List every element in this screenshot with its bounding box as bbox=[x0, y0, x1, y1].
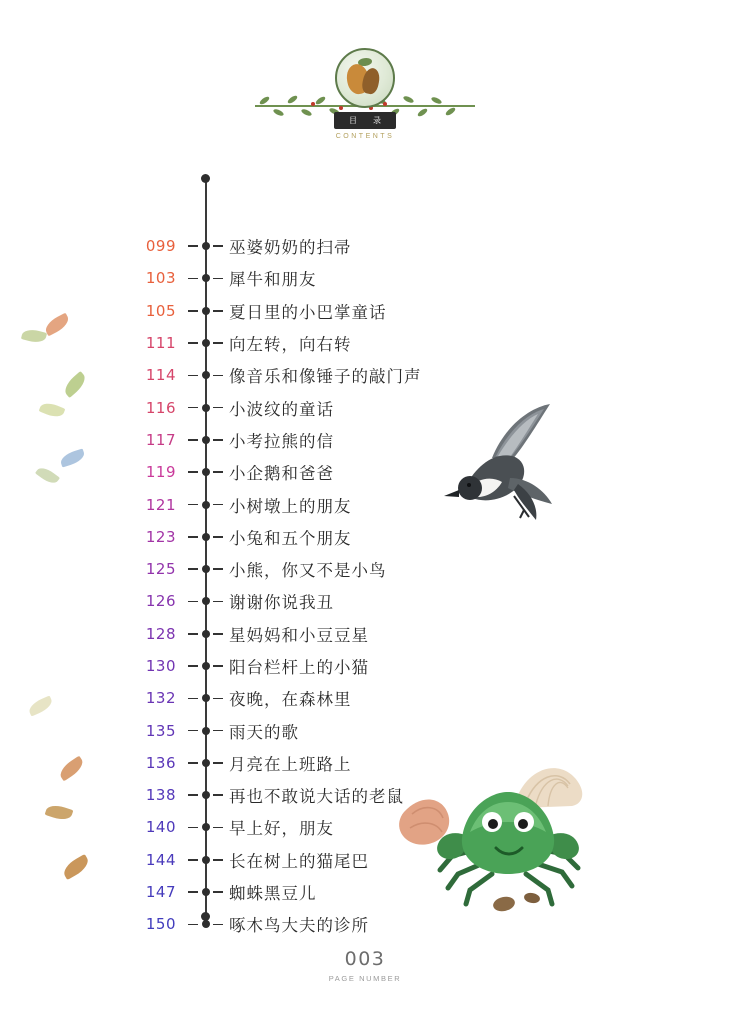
toc-entry-bullet bbox=[202, 759, 210, 767]
toc-entry-page-number: 135 bbox=[145, 721, 176, 740]
toc-entry[interactable] bbox=[0, 295, 730, 327]
toc-entry-title: 巫婆奶奶的扫帚 bbox=[229, 239, 352, 258]
toc-entry[interactable] bbox=[0, 488, 730, 520]
contents-badge-title: 目 录 bbox=[334, 112, 396, 129]
toc-entry-bullet bbox=[202, 856, 210, 864]
toc-entry-left-tick bbox=[188, 665, 198, 667]
toc-entry-title: 月亮在上班路上 bbox=[229, 755, 352, 774]
toc-entry[interactable] bbox=[0, 650, 730, 682]
contents-header bbox=[0, 48, 730, 158]
toc-entry-title: 早上好，朋友 bbox=[229, 820, 334, 839]
toc-entry-title: 犀牛和朋友 bbox=[229, 271, 317, 290]
toc-entry-bullet bbox=[202, 468, 210, 476]
toc-entry-title: 小熊，你又不是小鸟 bbox=[229, 562, 387, 581]
toc-entry-right-dash bbox=[213, 536, 223, 538]
toc-entry-right-dash bbox=[213, 827, 223, 829]
toc-entry-right-dash bbox=[213, 375, 223, 377]
toc-entry-page-number: 114 bbox=[145, 366, 176, 385]
toc-entry-title: 小企鹅和爸爸 bbox=[229, 465, 334, 484]
toc-entry-title: 蜘蛛黑豆儿 bbox=[229, 885, 317, 904]
footer-page-label: PAGE NUMBER bbox=[328, 974, 402, 983]
toc-entry-left-tick bbox=[188, 439, 198, 441]
toc-entry-bullet bbox=[202, 694, 210, 702]
toc-entry-bullet bbox=[202, 920, 210, 928]
toc-entry-bullet bbox=[202, 436, 210, 444]
toc-entry[interactable] bbox=[0, 876, 730, 908]
toc-entry-bullet bbox=[202, 791, 210, 799]
toc-entry-title: 夏日里的小巴掌童话 bbox=[229, 303, 387, 322]
toc-entry-page-number: 136 bbox=[145, 753, 176, 772]
toc-entry-right-dash bbox=[213, 439, 223, 441]
toc-entry-left-tick bbox=[188, 924, 198, 926]
toc-entry[interactable] bbox=[0, 779, 730, 811]
toc-entry-left-tick bbox=[188, 310, 198, 312]
toc-entry-page-number: 150 bbox=[145, 915, 176, 934]
table-of-contents bbox=[0, 230, 730, 941]
toc-entry-title: 像音乐和像锤子的敲门声 bbox=[229, 368, 422, 387]
toc-entry-title: 向左转，向右转 bbox=[229, 336, 352, 355]
toc-entry-left-tick bbox=[188, 698, 198, 700]
toc-entry-page-number: 123 bbox=[145, 527, 176, 546]
page-footer bbox=[0, 948, 730, 983]
toc-entry-page-number: 117 bbox=[145, 430, 176, 449]
toc-entry-left-tick bbox=[188, 568, 198, 570]
toc-entry[interactable] bbox=[0, 908, 730, 940]
toc-entry-right-dash bbox=[213, 859, 223, 861]
toc-entry-page-number: 144 bbox=[145, 850, 176, 869]
toc-entry-left-tick bbox=[188, 504, 198, 506]
toc-entry-page-number: 140 bbox=[145, 818, 176, 837]
toc-entry[interactable] bbox=[0, 553, 730, 585]
toc-entry-bullet bbox=[202, 404, 210, 412]
toc-entry-left-tick bbox=[188, 407, 198, 409]
contents-badge-subtitle: CONTENTS bbox=[335, 133, 395, 140]
toc-entry-right-dash bbox=[213, 924, 223, 926]
toc-entry-bullet bbox=[202, 533, 210, 541]
toc-entry[interactable] bbox=[0, 327, 730, 359]
toc-entry[interactable] bbox=[0, 424, 730, 456]
toc-entry-bullet bbox=[202, 307, 210, 315]
toc-entry-bullet bbox=[202, 565, 210, 573]
toc-entry-page-number: 126 bbox=[145, 592, 176, 611]
toc-entry-bullet bbox=[202, 501, 210, 509]
toc-entry-title: 再也不敢说大话的老鼠 bbox=[229, 788, 404, 807]
toc-entry-bullet bbox=[202, 727, 210, 735]
toc-entry[interactable] bbox=[0, 682, 730, 714]
toc-entry-title: 阳台栏杆上的小猫 bbox=[229, 659, 369, 677]
toc-entry-left-tick bbox=[188, 827, 198, 829]
toc-entry-left-tick bbox=[188, 891, 198, 893]
toc-entry-bullet bbox=[202, 242, 210, 250]
toc-entry[interactable] bbox=[0, 618, 730, 650]
toc-entry-title: 小兔和五个朋友 bbox=[229, 529, 352, 548]
toc-entry-bullet bbox=[202, 339, 210, 347]
toc-entry-right-dash bbox=[213, 568, 223, 570]
toc-entry-title: 长在树上的猫尾巴 bbox=[229, 852, 369, 871]
toc-entry-page-number: 111 bbox=[145, 334, 176, 353]
toc-entry-right-dash bbox=[213, 698, 223, 700]
toc-entry-page-number: 119 bbox=[145, 463, 176, 482]
toc-entry-left-tick bbox=[188, 536, 198, 538]
toc-entry-left-tick bbox=[188, 278, 198, 280]
toc-entry-title: 小波纹的童话 bbox=[229, 400, 334, 419]
toc-entry-title: 小考拉熊的信 bbox=[229, 432, 334, 451]
toc-entry-title: 夜晚，在森林里 bbox=[229, 691, 352, 710]
toc-entry-page-number: 116 bbox=[145, 398, 176, 417]
toc-entry-left-tick bbox=[188, 794, 198, 796]
toc-entry-right-dash bbox=[213, 504, 223, 506]
toc-entry-left-tick bbox=[188, 342, 198, 344]
toc-entry-left-tick bbox=[188, 633, 198, 635]
toc-entry-page-number: 103 bbox=[145, 269, 176, 288]
toc-entry-page-number: 130 bbox=[145, 657, 176, 675]
toc-entry[interactable] bbox=[0, 714, 730, 746]
toc-entry-bullet bbox=[202, 371, 210, 379]
toc-entry-right-dash bbox=[213, 310, 223, 312]
footer-page-number: 003 bbox=[344, 948, 386, 970]
toc-entry-right-dash bbox=[213, 407, 223, 409]
toc-entry-page-number: 125 bbox=[145, 560, 176, 579]
toc-entry-right-dash bbox=[213, 891, 223, 893]
toc-entry-left-tick bbox=[188, 471, 198, 473]
toc-entry-right-dash bbox=[213, 601, 223, 603]
toc-entry-right-dash bbox=[213, 730, 223, 732]
toc-entry-title: 谢谢你说我丑 bbox=[229, 594, 334, 613]
toc-entry-left-tick bbox=[188, 601, 198, 603]
toc-entry-right-dash bbox=[213, 278, 223, 280]
toc-entry-right-dash bbox=[213, 342, 223, 344]
toc-entry-left-tick bbox=[188, 762, 198, 764]
toc-entry-bullet bbox=[202, 597, 210, 605]
toc-entry-right-dash bbox=[213, 665, 223, 667]
toc-entry-bullet bbox=[202, 662, 210, 670]
toc-entry-right-dash bbox=[213, 762, 223, 764]
toc-entry-left-tick bbox=[188, 245, 198, 247]
toc-entry-left-tick bbox=[188, 859, 198, 861]
toc-entry[interactable] bbox=[0, 844, 730, 876]
toc-entry[interactable] bbox=[0, 230, 730, 262]
toc-entry[interactable] bbox=[0, 585, 730, 617]
toc-entry-left-tick bbox=[188, 375, 198, 377]
toc-entry[interactable] bbox=[0, 262, 730, 294]
toc-entry-page-number: 138 bbox=[145, 786, 176, 805]
toc-entry-page-number: 147 bbox=[145, 883, 176, 902]
toc-entry-right-dash bbox=[213, 471, 223, 473]
toc-entry[interactable] bbox=[0, 747, 730, 779]
toc-entry[interactable] bbox=[0, 359, 730, 391]
toc-entry-page-number: 121 bbox=[145, 495, 176, 514]
toc-entry-right-dash bbox=[213, 794, 223, 796]
toc-entry-bullet bbox=[202, 888, 210, 896]
toc-entry[interactable] bbox=[0, 391, 730, 423]
toc-entry-right-dash bbox=[213, 245, 223, 247]
toc-entry-page-number: 128 bbox=[145, 624, 176, 643]
toc-entry[interactable] bbox=[0, 811, 730, 843]
acorn-crest-icon bbox=[335, 48, 395, 108]
toc-entry-title: 小树墩上的朋友 bbox=[229, 497, 352, 516]
toc-entry-bullet bbox=[202, 630, 210, 638]
toc-entry-title: 星妈妈和小豆豆星 bbox=[229, 626, 369, 645]
toc-entry[interactable] bbox=[0, 456, 730, 488]
toc-rail-top-dot bbox=[201, 174, 210, 183]
toc-entry-bullet bbox=[202, 823, 210, 831]
toc-entry-page-number: 105 bbox=[145, 301, 176, 320]
toc-entry-right-dash bbox=[213, 633, 223, 635]
toc-entry-title: 啄木鸟大夫的诊所 bbox=[229, 917, 369, 936]
toc-entry-left-tick bbox=[188, 730, 198, 732]
toc-entry-page-number: 099 bbox=[145, 237, 176, 256]
toc-entry-title: 雨天的歌 bbox=[229, 723, 299, 742]
toc-entry[interactable] bbox=[0, 521, 730, 553]
toc-entry-page-number: 132 bbox=[145, 689, 176, 708]
toc-entry-bullet bbox=[202, 274, 210, 282]
